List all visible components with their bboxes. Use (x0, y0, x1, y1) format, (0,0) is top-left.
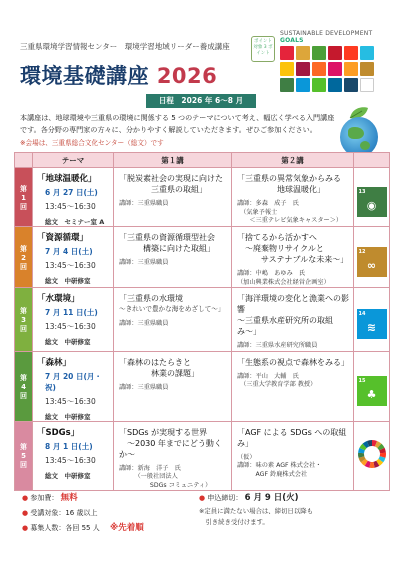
lecture1-title: 「森林のはたらきと 林業の課題」 (119, 357, 199, 378)
lecture2-instructor: （仮） 講師：味の素 AGF 株式会社・ AGF 鈴鹿株式会社 (237, 453, 322, 478)
session-date: 7 月 11 日(土) (45, 308, 98, 317)
lecture1-cell (114, 421, 232, 491)
theme-cell (33, 421, 114, 491)
session-place: 総文 中研修室 (45, 412, 91, 421)
sdg-logo (280, 30, 390, 116)
sdg-tile (296, 46, 310, 60)
globe-icon (340, 117, 378, 157)
footer-right (199, 491, 313, 528)
sdg-goal-13 (357, 187, 387, 217)
lecture2-cell (232, 351, 354, 421)
theme-cell (33, 288, 114, 352)
session-number: 第 3 回 (15, 288, 33, 352)
title-main: 環境基礎講座 (20, 64, 149, 88)
theme-cell (33, 168, 114, 227)
theme-name: 「SDGs」 (37, 427, 80, 438)
session-date: 8 月 1 日(土) (45, 441, 93, 451)
lecture2-title: 「海洋環境の変化と漁業への影響 〜三重県水産研究所の取組み〜」 (237, 294, 349, 336)
sdg-brand-prefix: SUSTAINABLE DEVELOPMENT (280, 30, 373, 37)
footer-left (22, 491, 144, 536)
lecture2-instructor: 講師：三重県水産研究所職員 (237, 342, 318, 349)
earth-eye-icon: ◉ (366, 198, 377, 212)
session-time: 13:45〜16:30 (45, 261, 96, 270)
lecture1-instructor: 講師：三重県職員 (119, 200, 169, 207)
sdg-tile (280, 62, 294, 76)
sdg-goal-cell (354, 351, 390, 421)
schedule-banner: 日程 2026 年 6〜8 月 (146, 94, 256, 108)
lecture2-instructor: 講師：中嶋 あゆみ 氏 （加山興業株式会社経営企画室） (237, 270, 330, 286)
session-date: 7 月 4 日(土) (45, 247, 93, 256)
sdg-goals-grid (280, 46, 390, 92)
sdg-goal-14 (357, 309, 387, 339)
sdg-goal-12 (357, 247, 387, 277)
sdg-tile (312, 78, 326, 92)
capacity-note: ※先着順 (109, 523, 144, 533)
theme-name: 「水環境」 (37, 294, 80, 304)
theme-name: 「地球温暖化」 (37, 174, 97, 184)
session-number: 第 5 回 (15, 421, 33, 491)
capacity-line (22, 521, 144, 536)
lecture2-title: 「AGF による SDGs への取組み」 (237, 427, 347, 448)
theme-cell (33, 227, 114, 288)
lecture1-title: 「脱炭素社会の実現に向けた 三重県の取組」 (119, 174, 223, 194)
lecture2-cell (232, 168, 354, 227)
session-date: 7 月 20 日(月・祝) (45, 371, 102, 392)
table-row (15, 421, 390, 491)
deadline-line (199, 491, 313, 506)
lecture2-title: 「捨てるから活かすへ 〜廃棄物リサイクルと サステナブルな未来〜」 (237, 233, 349, 264)
sdg-goal-cell (354, 288, 390, 352)
lecture1-instructor: 講師：三重県職員 (119, 259, 169, 266)
bullet-icon: ● (199, 494, 206, 502)
sdg-tile (328, 62, 342, 76)
venue-note: ※会場は、三重県総合文化センター（総文）です (20, 139, 164, 147)
fee-value: 無料 (60, 493, 78, 503)
schedule-table (14, 152, 390, 491)
lecture1-instructor: 講師：三重県職員 (119, 320, 169, 327)
lecture2-cell (232, 421, 354, 491)
sdg-tile (360, 46, 374, 60)
sdg-tile (312, 62, 326, 76)
header-number (15, 153, 33, 168)
session-time: 13:45〜16:30 (45, 202, 96, 211)
infinity-icon: ∞ (366, 258, 377, 272)
deadline-note: ※定員に満たない場合は、締切日以降も 引き続き受付けます。 (199, 507, 313, 526)
session-time: 13:45〜16:30 (45, 455, 96, 465)
sdg-tile (312, 46, 326, 60)
fee-line (22, 491, 144, 506)
bullet-icon: ● (22, 494, 29, 502)
sdg-brand-goals: GOALS (280, 37, 304, 44)
sdg-tile (280, 46, 294, 60)
bullet-icon: ● (22, 509, 29, 517)
sdg-tile (344, 78, 358, 92)
session-time: 13:45〜16:30 (45, 396, 96, 406)
sdg-goal-cell (354, 168, 390, 227)
sdg-goal-cell (354, 227, 390, 288)
session-place: 総文 セミナー室 A (45, 218, 105, 226)
lecture2-cell (232, 227, 354, 288)
header-theme: テーマ (33, 153, 114, 168)
session-place: 総文 中研修室 (45, 338, 91, 346)
bullet-icon: ● (22, 524, 29, 532)
lecture1-instructor: 講師：新海 洋子 氏 （一般社団法人 SDGs コミュニティ） (119, 464, 212, 489)
header-lecture2: 第２講 (232, 153, 354, 168)
fish-icon: ≋ (366, 320, 377, 334)
table-row (15, 288, 390, 352)
theme-name: 「森林」 (37, 357, 72, 368)
goal-number: 13 (358, 188, 366, 195)
lecture1-instructor: 講師：三重県職員 (119, 383, 169, 391)
sdg-goal-cell (354, 421, 390, 491)
capacity-label: 募集人数：各回 55 人 (30, 524, 100, 532)
session-place: 総文 中研修室 (45, 277, 91, 285)
lecture1-title: 「SDGs が実現する世界 〜2030 年までにどう動く か〜 (119, 427, 222, 459)
sdg-tile (360, 78, 374, 92)
sdg-tile (328, 46, 342, 60)
lecture2-title: 「生態系の視点で森林をみる」 (237, 357, 349, 367)
table-row (15, 168, 390, 227)
sdg-tile (328, 78, 342, 92)
goal-number: 12 (358, 248, 366, 255)
page-title (20, 60, 217, 90)
sdg-tile (296, 62, 310, 76)
lecture1-cell (114, 351, 232, 421)
target-line (22, 506, 144, 521)
header-lecture1: 第１講 (114, 153, 232, 168)
session-number: 第 4 回 (15, 351, 33, 421)
sdg-tile (280, 78, 294, 92)
session-place: 総文 中研修室 (45, 471, 91, 480)
lecture1-title: 「三重県の資源循環型社会 構築に向けた取組」 (119, 233, 215, 253)
target-label: 受講対象：16 歳以上 (30, 509, 98, 517)
sdg-tile (344, 62, 358, 76)
session-time: 13:45〜16:30 (45, 322, 96, 331)
goal-number: 14 (358, 310, 366, 317)
deadline-label: 申込締切： (207, 494, 243, 502)
points-badge: ポイント対象 3 ポイント (251, 36, 275, 62)
lecture1-cell (114, 168, 232, 227)
lecture1-cell (114, 288, 232, 352)
tree-icon: ♣ (366, 387, 377, 401)
lecture1-subtitle: 〜きれいで豊かな海をめざして〜」 (119, 305, 225, 313)
theme-cell (33, 351, 114, 421)
sdg-goal-15 (357, 376, 387, 406)
table-row (15, 351, 390, 421)
table-header-row (15, 153, 390, 168)
header-goal (354, 153, 390, 168)
sdg-tile (344, 46, 358, 60)
table-row (15, 227, 390, 288)
theme-name: 「資源循環」 (37, 233, 89, 243)
title-year: 2026 (156, 64, 218, 88)
goal-number: 15 (358, 377, 366, 384)
lecture2-cell (232, 288, 354, 352)
sdg-wheel-icon (357, 439, 387, 469)
fee-label: 参加費： (30, 494, 59, 502)
lecture1-title: 「三重県の水環境 (119, 294, 183, 303)
lecture2-instructor: 講師：多森 成子 氏 （気象予報士 ＜三重テレビ気象キャスター＞） (237, 200, 343, 224)
organizer-line: 三重県環境学習情報センター 環境学習地域リーダー養成講座 (20, 42, 230, 51)
sdg-tile (360, 62, 374, 76)
session-number: 第 1 回 (15, 168, 33, 227)
intro-text: 本講座は、地球環境や三重県の環境に関係する 5 つのテーマについて考え、幅広く学べる入門講座です。各分野の専門家の方々に、分かりやすく解説していただきます。ぜひご参加ください。 (20, 113, 335, 134)
session-number: 第 2 回 (15, 227, 33, 288)
lecture1-cell (114, 227, 232, 288)
lecture2-instructor: 講師：平山 大輔 氏 （三重大学教育学部 教授） (237, 372, 317, 388)
deadline-value: 6 月 9 日(火) (244, 493, 299, 503)
lecture2-title: 「三重県の異常気象からみる 地球温暖化」 (237, 174, 341, 194)
sdg-brand (280, 30, 390, 44)
sdg-tile (296, 78, 310, 92)
session-date: 6 月 27 日(土) (45, 188, 98, 197)
